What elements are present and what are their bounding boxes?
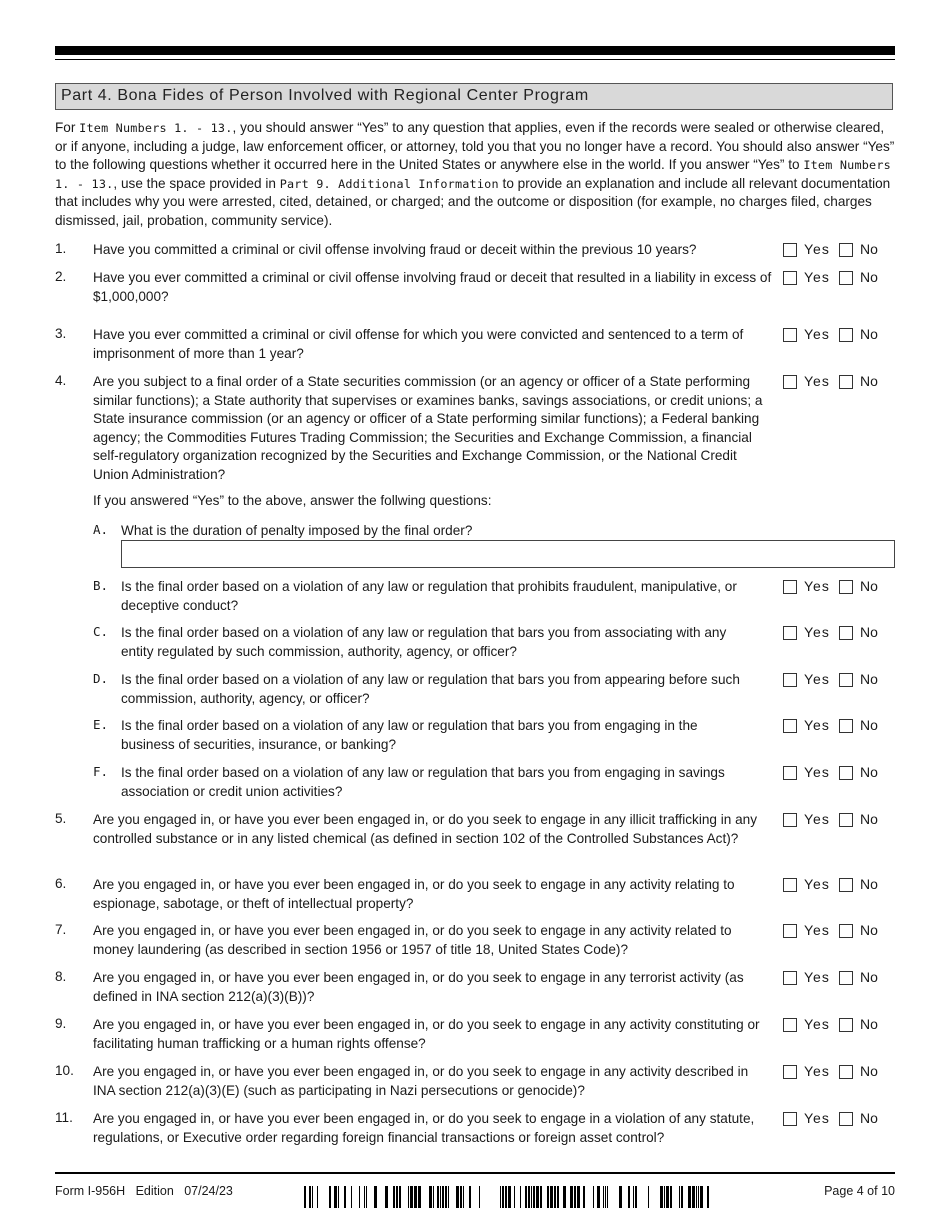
question-number: 2. (55, 269, 67, 284)
question-text: Are you subject to a final order of a State securities commission (or an agency or officer of a State performing similar functions); a State authority that supervises or examines banks, savings associations, or credit unions; a State insurance commission (or an agency or officer of a State performing similar functions); a Federal banking agency; the Commodities Futures Trading Commission; the Securities and Exchange Commission, a financial self-regulatory organization recognized by the Securities and Exchange Commission, or the National Credit Union Administration? (93, 374, 763, 482)
yes-checkbox[interactable] (783, 971, 797, 985)
no-checkbox[interactable] (839, 243, 853, 257)
question-5-answer (783, 811, 895, 831)
no-label: No (860, 811, 878, 827)
yes-label: Yes (804, 578, 830, 594)
instructions-paragraph (55, 119, 895, 231)
question-7-answer (783, 922, 895, 942)
no-label: No (860, 624, 878, 640)
intro-ref-items-2: Item Numbers 1. - 13. (55, 158, 891, 191)
question-9-answer (783, 1016, 895, 1036)
barcode-bar (334, 1186, 337, 1208)
no-checkbox[interactable] (839, 1018, 853, 1032)
no-label: No (860, 922, 878, 938)
question-text: Are you engaged in, or have you ever been engaged in, or do you seek to engage in any illicit trafficking in any controlled substance or in any listed chemical (as defined in section 102 of the Controlled Substances Act)? (93, 812, 758, 846)
question-text: Are you engaged in, or have you ever been engaged in, or do you seek to engage in a violation of any statute, regulations, or Executive order regarding foreign financial transactions or foreign asset control? (93, 1111, 755, 1145)
barcode-bar (583, 1186, 585, 1208)
subquestion-letter: F. (93, 764, 109, 779)
barcode-bar (660, 1186, 663, 1208)
yes-checkbox[interactable] (783, 766, 797, 780)
barcode-bar (664, 1186, 665, 1208)
barcode-bar (550, 1186, 553, 1208)
barcode-bar (460, 1186, 462, 1208)
barcode-bar (442, 1186, 444, 1208)
yes-checkbox[interactable] (783, 813, 797, 827)
intro-ref-part-9: Part 9. Additional Information (279, 176, 499, 191)
no-checkbox[interactable] (839, 673, 853, 687)
subquestion-text: Is the final order based on a violation of any law or regulation that bars you from appearing before such commission, authority, agency, or officer? (121, 672, 740, 706)
form-edition-label: Form I-956H Edition 07/24/23 (55, 1184, 233, 1198)
top-thick-rule (55, 46, 895, 55)
barcode-bar (666, 1186, 669, 1208)
question-text: Are you engaged in, or have you ever been engaged in, or do you seek to engage in any activity relating to espionage, sabotage, or theft of intellectual property? (93, 877, 735, 911)
yes-label: Yes (804, 1063, 830, 1079)
question-6-answer (783, 876, 895, 896)
no-checkbox[interactable] (839, 626, 853, 640)
no-checkbox[interactable] (839, 328, 853, 342)
barcode-graphic (304, 1186, 711, 1208)
subquestion-text: Is the final order based on a violation of any law or regulation that bars you from engaging in the business of securities, insurance, or banking? (121, 718, 698, 752)
barcode-bar (309, 1186, 311, 1208)
barcode-bar (440, 1186, 441, 1208)
question-text: Have you ever committed a criminal or civil offense involving fraud or deceit that resulted in a liability in excess of $1,000,000? (93, 270, 772, 304)
barcode-bar (456, 1186, 459, 1208)
barcode-bar (344, 1186, 346, 1208)
yes-checkbox[interactable] (783, 328, 797, 342)
yes-label: Yes (804, 811, 830, 827)
yes-checkbox[interactable] (783, 924, 797, 938)
subquestion-letter: C. (93, 624, 109, 639)
intro-text-1: For (55, 120, 80, 135)
yes-label: Yes (804, 373, 830, 389)
barcode-bar (557, 1186, 559, 1208)
barcode-bar (533, 1186, 535, 1208)
yes-label: Yes (804, 326, 830, 342)
subquestion-b-answer (783, 578, 895, 598)
barcode-bar (597, 1186, 600, 1208)
question-8-answer (783, 969, 895, 989)
question-number: 6. (55, 876, 67, 891)
barcode-bar (479, 1186, 480, 1208)
yes-checkbox[interactable] (783, 580, 797, 594)
barcode-bar (502, 1186, 504, 1208)
question-3-answer (783, 326, 895, 346)
subquestion-letter: D. (93, 671, 109, 686)
yes-label: Yes (804, 876, 830, 892)
no-label: No (860, 1016, 878, 1032)
barcode-bar (399, 1186, 401, 1208)
barcode-bar (393, 1186, 395, 1208)
barcode-bar (445, 1186, 447, 1208)
penalty-duration-input[interactable] (121, 540, 895, 568)
no-checkbox[interactable] (839, 271, 853, 285)
barcode-bar (418, 1186, 421, 1208)
part-4-header (55, 83, 893, 110)
no-label: No (860, 269, 878, 285)
question-number: 11. (55, 1110, 73, 1125)
barcode-bar (463, 1186, 464, 1208)
question-number: 1. (55, 241, 67, 256)
no-label: No (860, 764, 878, 780)
top-thin-rule (55, 59, 895, 60)
barcode-bar (540, 1186, 542, 1208)
barcode-bar (396, 1186, 398, 1208)
barcode-bar (410, 1186, 413, 1208)
barcode-bar (670, 1186, 672, 1208)
barcode-bar (603, 1186, 604, 1208)
barcode-bar (351, 1186, 352, 1208)
barcode-bar (359, 1186, 360, 1208)
barcode-bar (469, 1186, 471, 1208)
no-checkbox[interactable] (839, 924, 853, 938)
barcode-bar (448, 1186, 449, 1208)
barcode-bar (433, 1186, 434, 1208)
question-number: 8. (55, 969, 67, 984)
barcode-bar (692, 1186, 695, 1208)
footer-rule (55, 1172, 895, 1174)
barcode-bar (329, 1186, 331, 1208)
question-text: Have you ever committed a criminal or civil offense for which you were convicted and sentenced to a term of imprisonment of more than 1 year? (93, 327, 744, 361)
barcode-bar (317, 1186, 318, 1208)
yes-checkbox[interactable] (783, 673, 797, 687)
barcode-bar (364, 1186, 365, 1208)
barcode-bar (605, 1186, 606, 1208)
barcode-bar (366, 1186, 367, 1208)
barcode-bar (619, 1186, 622, 1208)
part-title: Part 4. Bona Fides of Person Involved with Regional Center Program (61, 87, 589, 104)
question-10-answer (783, 1063, 895, 1083)
barcode-bar (500, 1186, 501, 1208)
barcode-bar (593, 1186, 594, 1208)
barcode-bar (635, 1186, 637, 1208)
barcode-bar (570, 1186, 573, 1208)
no-checkbox[interactable] (839, 580, 853, 594)
barcode-bar (574, 1186, 576, 1208)
no-label: No (860, 241, 878, 257)
barcode-bar (536, 1186, 539, 1208)
question-text: Are you engaged in, or have you ever been engaged in, or do you seek to engage in any activity described in INA section 212(a)(3)(E) (such as participating in Nazi persecutions or genocide)? (93, 1064, 749, 1098)
page-number: Page 4 of 10 (824, 1184, 895, 1198)
subquestion-letter: A. (93, 522, 109, 537)
yes-label: Yes (804, 1110, 830, 1126)
barcode-bar (547, 1186, 549, 1208)
barcode-bar (681, 1186, 683, 1208)
barcode-bar (531, 1186, 532, 1208)
question-text: Have you committed a criminal or civil offense involving fraud or deceit within the previous 10 years? (93, 242, 697, 257)
subquestion-text: Is the final order based on a violation of any law or regulation that prohibits fraudulent, manipulative, or deceptive conduct? (121, 579, 737, 613)
no-checkbox[interactable] (839, 813, 853, 827)
barcode-bar (505, 1186, 507, 1208)
yes-checkbox[interactable] (783, 1018, 797, 1032)
yes-checkbox[interactable] (783, 1112, 797, 1126)
follow-up-instruction: If you answered “Yes” to the above, answer the follwing questions: (93, 493, 492, 508)
yes-label: Yes (804, 764, 830, 780)
barcode-bar (385, 1186, 388, 1208)
subquestion-text: Is the final order based on a violation of any law or regulation that bars you from associating with any entity regulated by such commission, authority, agency, or officer? (121, 625, 727, 659)
barcode-bar (700, 1186, 703, 1208)
no-label: No (860, 326, 878, 342)
yes-label: Yes (804, 671, 830, 687)
question-text: Are you engaged in, or have you ever been engaged in, or do you seek to engage in any terrorist activity (as defined in INA section 212(a)(3)(B))? (93, 970, 744, 1004)
yes-label: Yes (804, 969, 830, 985)
barcode-bar (679, 1186, 680, 1208)
barcode-bar (648, 1186, 649, 1208)
subquestion-letter: B. (93, 578, 109, 593)
no-checkbox[interactable] (839, 971, 853, 985)
yes-checkbox[interactable] (783, 719, 797, 733)
barcode-bar (429, 1186, 432, 1208)
yes-checkbox[interactable] (783, 626, 797, 640)
barcode-bar (437, 1186, 439, 1208)
no-label: No (860, 373, 878, 389)
no-label: No (860, 671, 878, 687)
yes-label: Yes (804, 922, 830, 938)
subquestion-e-answer (783, 717, 895, 737)
barcode-bar (577, 1186, 580, 1208)
barcode-bar (525, 1186, 527, 1208)
question-number: 4. (55, 373, 67, 388)
intro-text-4: to provide an explanation and include all relevant documentation that includes why you were arrested, cited, detained, or charged; and the outcome or disposition (for example, no charges filed, charges dismissed, jail, probation, community service). (55, 175, 891, 228)
yes-label: Yes (804, 624, 830, 640)
question-11-answer (783, 1110, 895, 1130)
barcode-bar (528, 1186, 530, 1208)
barcode-bar (707, 1186, 709, 1208)
question-number: 3. (55, 326, 67, 341)
question-text: Are you engaged in, or have you ever been engaged in, or do you seek to engage in any activity constituting or facilitating human trafficking or a human rights offense? (93, 1017, 760, 1051)
no-label: No (860, 969, 878, 985)
no-label: No (860, 717, 878, 733)
barcode-bar (312, 1186, 313, 1208)
subquestion-f-answer (783, 764, 895, 784)
barcode-bar (520, 1186, 521, 1208)
barcode-bar (304, 1186, 306, 1208)
barcode-bar (563, 1186, 566, 1208)
yes-label: Yes (804, 717, 830, 733)
subquestion-text: Is the final order based on a violation of any law or regulation that bars you from engaging in savings association or credit union activities? (121, 765, 725, 799)
no-label: No (860, 1063, 878, 1079)
subquestion-letter: E. (93, 717, 109, 732)
question-number: 5. (55, 811, 67, 826)
barcode-bar (554, 1186, 556, 1208)
no-label: No (860, 876, 878, 892)
yes-checkbox[interactable] (783, 271, 797, 285)
intro-text-3: , use the space provided in (113, 175, 280, 191)
barcode-bar (414, 1186, 417, 1208)
intro-ref-items: Item Numbers 1. - 13. (79, 121, 233, 135)
question-2-answer (783, 269, 895, 289)
subquestion-c-answer (783, 624, 895, 644)
yes-label: Yes (804, 241, 830, 257)
barcode-bar (633, 1186, 634, 1208)
subquestion-d-answer (783, 671, 895, 691)
question-1-answer (783, 241, 895, 261)
barcode-bar (688, 1186, 691, 1208)
yes-label: Yes (804, 269, 830, 285)
barcode-bar (514, 1186, 515, 1208)
barcode-bar (408, 1186, 409, 1208)
yes-checkbox[interactable] (783, 243, 797, 257)
question-number: 9. (55, 1016, 67, 1031)
no-checkbox[interactable] (839, 719, 853, 733)
no-checkbox[interactable] (839, 766, 853, 780)
yes-checkbox[interactable] (783, 375, 797, 389)
no-checkbox[interactable] (839, 1065, 853, 1079)
barcode-bar (338, 1186, 339, 1208)
barcode-bar (698, 1186, 699, 1208)
question-number: 10. (55, 1063, 74, 1078)
question-number: 7. (55, 922, 67, 937)
barcode-bar (696, 1186, 697, 1208)
no-label: No (860, 1110, 878, 1126)
yes-label: Yes (804, 1016, 830, 1032)
yes-checkbox[interactable] (783, 1065, 797, 1079)
barcode-bar (508, 1186, 511, 1208)
no-checkbox[interactable] (839, 1112, 853, 1126)
question-text: Are you engaged in, or have you ever been engaged in, or do you seek to engage in any activity related to money laundering (as described in section 1956 or 1957 of title 18, United States Code)? (93, 923, 732, 957)
yes-checkbox[interactable] (783, 878, 797, 892)
no-checkbox[interactable] (839, 375, 853, 389)
question-4-answer (783, 373, 895, 393)
barcode-bar (607, 1186, 608, 1208)
intro-text-2: , you should answer “Yes” to any question that applies, even if the records were sealed or otherwise cleared, or if anyone, including a judge, law enforcement officer, or attorney, told you that you no longer have a record. You should also answer “Yes” to the following questions whether it occurred here in the United States or anywhere else in the world. If you answer “Yes” to (55, 120, 895, 173)
barcode-bar (374, 1186, 377, 1208)
no-label: No (860, 578, 878, 594)
no-checkbox[interactable] (839, 878, 853, 892)
barcode-bar (628, 1186, 630, 1208)
subquestion-text: What is the duration of penalty imposed by the final order? (121, 523, 473, 538)
